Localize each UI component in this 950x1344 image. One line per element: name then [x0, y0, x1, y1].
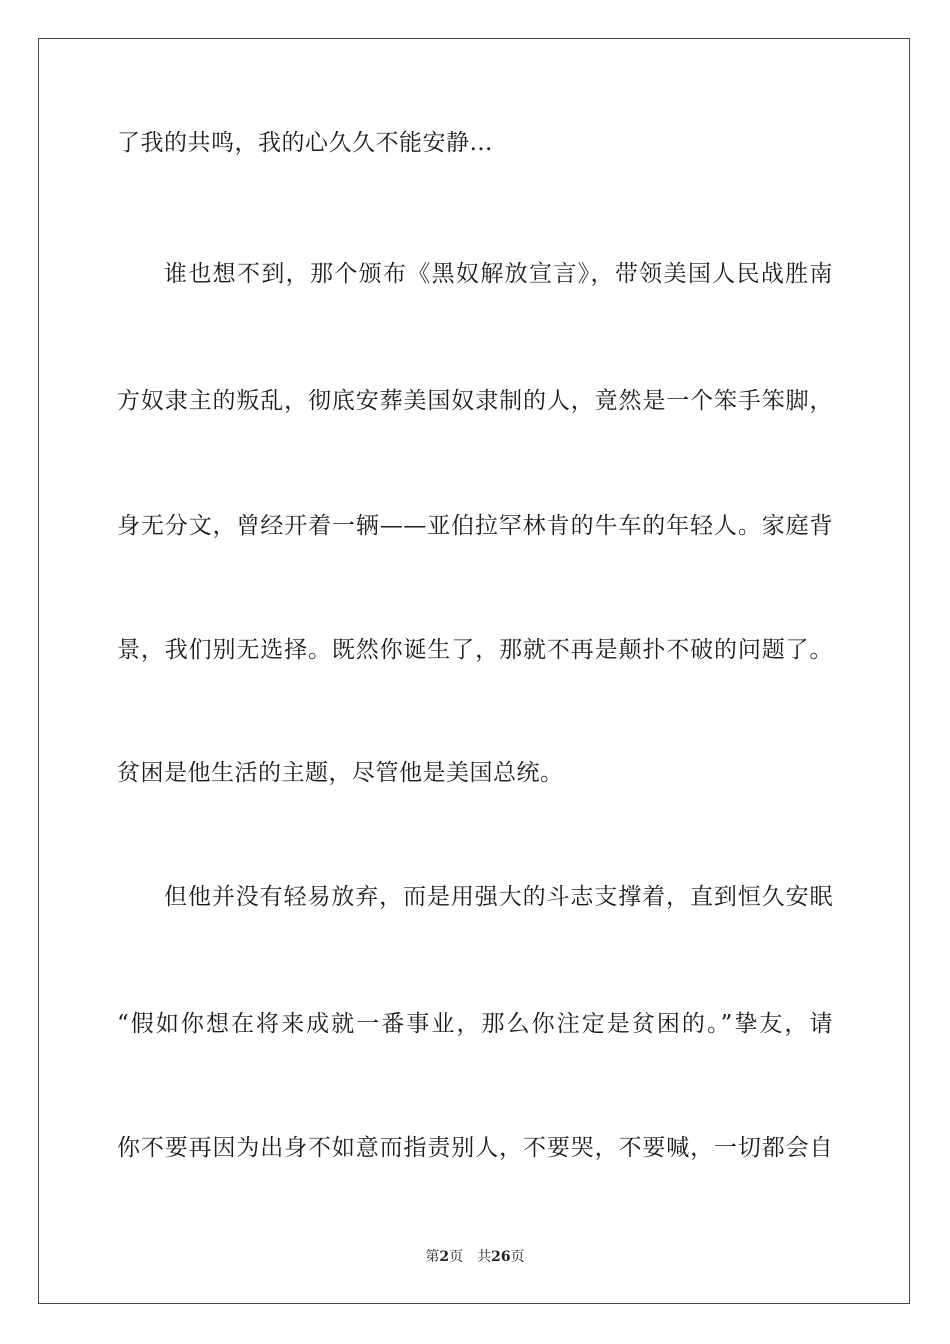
- text-line: “假如你想在将来成就一番事业，那么你注定是贫困的。”挚友，请: [117, 1011, 833, 1037]
- page-total: 共26页: [477, 1249, 525, 1265]
- text-line: 贫困是他生活的主题，尽管他是美国总统。: [117, 760, 564, 786]
- text-line: 谁也想不到，那个颁布《黑奴解放宣言》，带领美国人民战胜南: [164, 261, 833, 287]
- text-line: 你不要再因为出身不如意而指责别人，不要哭，不要喊，一切都会自: [117, 1135, 833, 1161]
- page-border: [38, 38, 910, 1304]
- text-line: 景，我们别无选择。既然你诞生了，那就不再是颠扑不破的问题了。: [117, 637, 833, 663]
- text-line: 方奴隶主的叛乱，彻底安葬美国奴隶制的人，竟然是一个笨手笨脚，: [117, 388, 833, 414]
- text-line: 了我的共鸣，我的心久久不能安静…: [117, 130, 493, 156]
- text-line: 身无分文，曾经开着一辆——亚伯拉罕林肯的牛车的年轻人。家庭背: [117, 513, 833, 539]
- page-footer: [0, 1247, 950, 1267]
- page-number: 第2页: [425, 1249, 464, 1265]
- text-line: 但他并没有轻易放弃，而是用强大的斗志支撑着，直到恒久安眠: [164, 884, 833, 910]
